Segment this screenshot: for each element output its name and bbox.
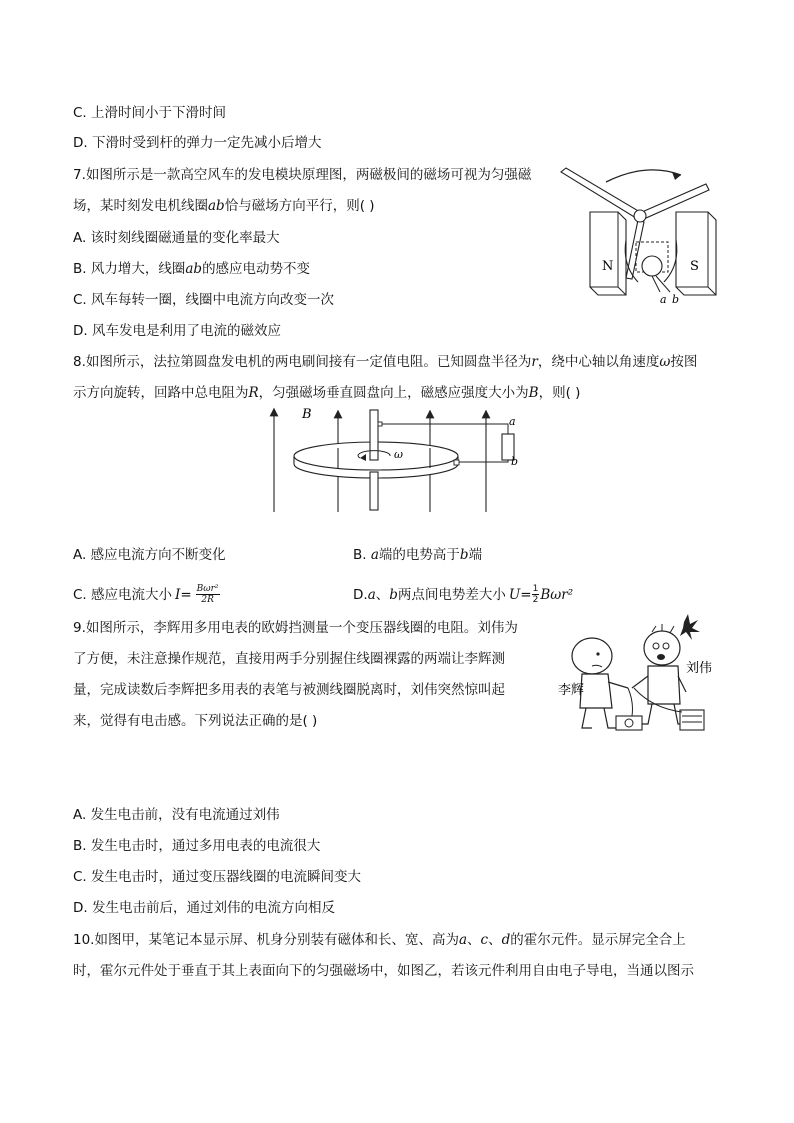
li-hui-head: [572, 638, 612, 674]
q8-var-r: r: [531, 354, 538, 370]
label-b: b: [672, 293, 680, 306]
slip-ring: [642, 256, 662, 276]
q8-text: 端: [468, 547, 483, 563]
electric-shock-cartoon: [552, 612, 724, 740]
liu-wei-label: 刘伟: [686, 661, 713, 676]
q8-text: 端的电势高于: [378, 547, 460, 563]
q10-stem-line1: [73, 931, 686, 949]
hub: [634, 210, 646, 222]
fraction-numerator: Bωr²: [196, 584, 219, 594]
q7-text: 的感应电动势不变: [202, 261, 311, 277]
brush-rim: [454, 460, 459, 465]
q7-option-a: A. 该时刻线圈磁通量的变化率最大: [73, 230, 280, 246]
wire-bottom: [459, 460, 508, 462]
q8-var-b: b: [459, 547, 469, 563]
q7-option-b: [73, 260, 310, 278]
q9-stem-line1: 9.如图所示，李辉用多用电表的欧姆挡测量一个变压器线圈的电阻。刘伟为: [73, 620, 518, 636]
q8-option-c: [73, 584, 220, 605]
blade-left: [561, 168, 640, 218]
axle-bottom: [370, 472, 378, 510]
q6-option-c: C. 上滑时间小于下滑时间: [73, 105, 227, 121]
pole-s-label: S: [690, 259, 699, 274]
wire-top: [382, 424, 508, 434]
multimeter: [616, 716, 642, 730]
label-a: a: [660, 293, 667, 306]
li-hui-arm: [608, 682, 628, 688]
q9-option-c: C. 发生电击时，通过变压器线圈的电流瞬间变大: [73, 869, 362, 885]
q8-option-d: [353, 584, 573, 605]
q8-var-U: U: [508, 586, 521, 603]
fraction-denominator: 2: [532, 595, 539, 605]
q10-text: 10.如图甲，某笔记本显示屏、机身分别装有磁体和长、宽、高为: [73, 932, 459, 948]
q7-text: 恰与磁场方向平行，则( ): [224, 198, 375, 214]
q10-var-a: a: [458, 932, 468, 948]
liu-wei-body: [648, 666, 680, 704]
magnet-s-block: [676, 212, 716, 295]
q8-text: 两点间电势差大小: [397, 586, 506, 603]
field-label-B: B: [302, 407, 312, 422]
shock-burst-icon: [680, 614, 700, 640]
q9-stem-line3: 量，完成读数后李辉把多用表的表笔与被测线圈脱离时，刘伟突然惊叫起: [73, 682, 505, 698]
li-hui-legs: [582, 708, 616, 728]
q8-text: 示方向旋转，回路中总电阻为: [73, 385, 249, 401]
q7-text: 场，某时刻发电机线圈: [73, 198, 208, 214]
q8-text: 8.如图所示，法拉第圆盘发电机的两电刷间接有一定值电阻。已知圆盘半径为: [73, 354, 532, 370]
q8-text: ，绕中心轴以角速度: [537, 354, 660, 370]
wind-generator-figure: [556, 160, 726, 310]
axle-top: [370, 410, 378, 460]
q8-text: ，则( ): [538, 385, 581, 401]
q6-option-d: D. 下滑时受到杆的弹力一定先减小后增大: [73, 135, 322, 151]
q7-var-ab: ab: [208, 198, 225, 214]
q10-text: 、: [467, 932, 481, 948]
q10-stem-line2: 时，霍尔元件处于垂直于其上表面向下的匀强磁场中，如图乙，若该元件利用自由电子导电，当通以图示: [73, 963, 694, 979]
rotation-arrow: [606, 170, 681, 182]
blade-lower: [626, 220, 644, 279]
li-hui-label: 李辉: [558, 683, 585, 698]
q9-option-d: D. 发生电击前后，通过刘伟的电流方向相反: [73, 900, 335, 916]
q8-option-a: A. 感应电流方向不断变化: [73, 547, 226, 563]
q8-equals: =: [520, 586, 532, 603]
q7-stem-line1: 7.如图所示是一款高空风车的发电模块原理图，两磁极间的磁场可视为匀强磁: [73, 167, 532, 183]
q8-fraction-d: [532, 584, 540, 605]
label-b: b: [511, 455, 519, 468]
pole-n-label: N: [602, 259, 614, 274]
q10-var-d: d: [501, 932, 511, 948]
q8-text: B.: [353, 547, 371, 563]
q7-stem-line2: [73, 197, 375, 215]
q8-var-I: I: [175, 586, 181, 603]
q8-var-a: a: [367, 586, 376, 603]
q8-var-omega: ω: [659, 354, 671, 370]
q9-stem-line4: 来，觉得有电击感。下列说法正确的是( ): [73, 713, 318, 729]
q8-var-R: R: [248, 385, 259, 401]
q9-stem-line2: 了方便，未注意操作规范，直接用两手分别握住线圈裸露的两端让李辉测: [73, 651, 505, 667]
fraction-numerator: 1: [532, 584, 539, 594]
q8-text: 按图: [670, 354, 698, 370]
q7-text: B. 风力增大，线圈: [73, 261, 186, 277]
q8-text: 、: [375, 586, 390, 603]
li-hui-body: [580, 674, 612, 708]
brush-center: [378, 422, 382, 426]
q8-stem-line2: [73, 384, 580, 402]
label-a: a: [509, 415, 516, 428]
q8-equals: =: [180, 586, 192, 603]
q8-option-b: [353, 546, 482, 564]
transformer: [680, 710, 704, 730]
q8-expression: Bωr²: [540, 586, 574, 603]
q9-option-b: B. 发生电击时，通过多用电表的电流很大: [73, 838, 321, 854]
q9-option-a: A. 发生电击前，没有电流通过刘伟: [73, 807, 280, 823]
q8-var-B: B: [528, 385, 539, 401]
q7-option-c: C. 风车每转一圈，线圈中电流方向改变一次: [73, 292, 335, 308]
q8-text: D.: [353, 586, 368, 603]
q8-var-a: a: [370, 547, 379, 563]
fraction-denominator: 2R: [201, 595, 214, 605]
q10-text: 的霍尔元件。显示屏完全合上: [510, 932, 686, 948]
q8-text: ，匀强磁场垂直圆盘向上，磁感应强度大小为: [258, 385, 529, 401]
omega-label: ω: [394, 448, 403, 461]
q8-text: C. 感应电流大小: [73, 586, 173, 603]
q8-stem-line1: [73, 353, 697, 371]
q10-text: 、: [488, 932, 502, 948]
q8-fraction-c: [196, 584, 220, 605]
q7-option-d: D. 风车发电是利用了电流的磁效应: [73, 323, 281, 339]
q8-var-b: b: [389, 586, 398, 603]
q7-var-ab: ab: [185, 261, 203, 277]
magnet-n-block: [590, 212, 626, 295]
faraday-disc-figure: [262, 402, 524, 514]
q10-var-c: c: [480, 932, 489, 948]
